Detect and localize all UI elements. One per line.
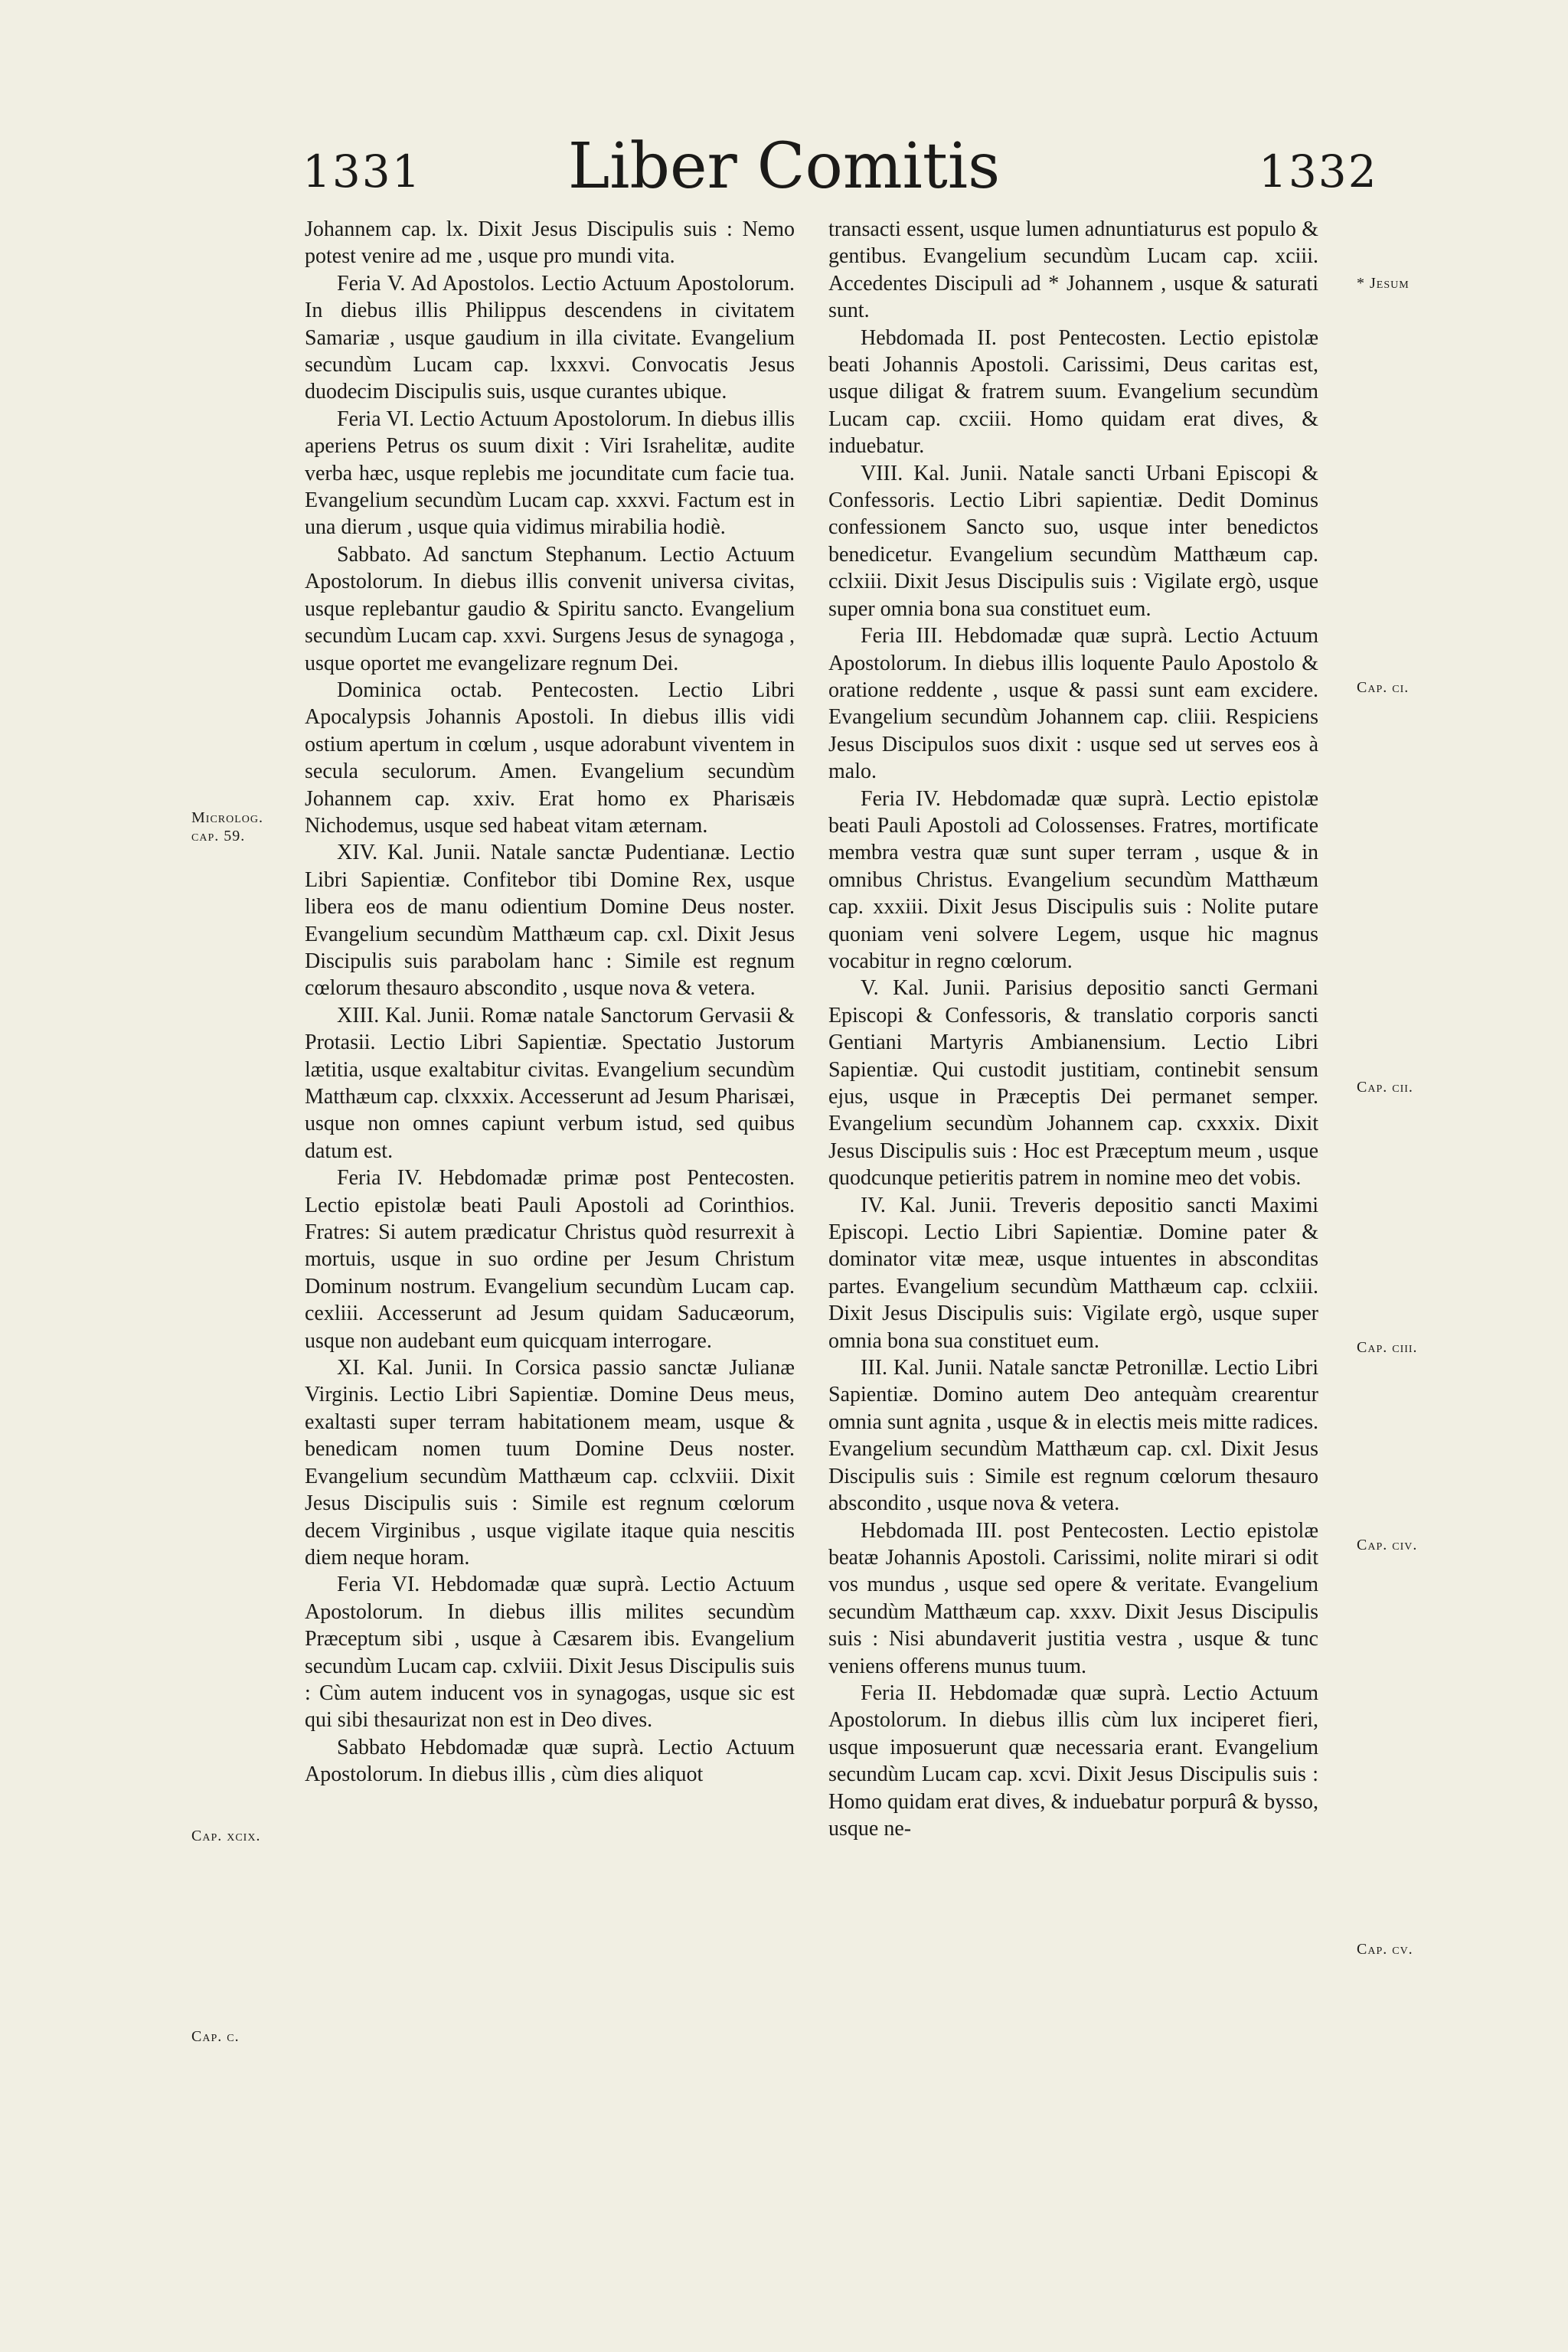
paragraph: Feria II. Hebdomadæ quæ suprà. Lectio Actuum Apostolorum. In diebus illis cùm lux inciperet fieri, usque imposuerunt quæ necessaria erant. Evangelium secundùm Lucam cap. xcvi. Dixit Jesus Discipulis suis : Homo quidam erat dives, & induebatur porpurâ & bysso, usque ne- — [828, 1681, 1318, 1841]
paragraph: XIV. Kal. Junii. Natale sanctæ Pudentianæ. Lectio Libri Sapientiæ. Confitebor tibi Domine Rex, usque libera eos de manu odientium Domine Deus noster. Evangelium secundùm Matthæum cap. cxl. Dixit Jesus Discipulis suis parabolam hanc : Simile est regnum cœlorum thesauro abscondito , usque nova & vetera. — [305, 841, 795, 1001]
paragraph: XIII. Kal. Junii. Romæ natale Sanctorum Gervasii & Protasii. Lectio Libri Sapientiæ. Spectatio Justorum lætitia, usque exaltabitur civitas. Evangelium secundùm Matthæum cap. clxxxix. Accesserunt ad Jesum Pharisæi, usque non omnes capiunt verbum istud, sed quibus datum est. — [305, 1003, 795, 1163]
paragraph: Feria VI. Hebdomadæ quæ suprà. Lectio Actuum Apostolorum. In diebus illis milites secundùm Præceptum sibi , usque à Cæsarem ibis. Evangelium secundùm Lucam cap. cxlviii. Dixit Jesus Discipulis suis : Cùm autem inducent vos in synagogas, usque sic est qui sibi thesaurizat non est in Deo dives. — [305, 1573, 795, 1733]
margin-note-left: Cap. xcix. — [191, 1828, 261, 1844]
margin-note-right: Cap. cv. — [1357, 1941, 1413, 1958]
paragraph: Feria IV. Hebdomadæ quæ suprà. Lectio epistolæ beati Pauli Apostoli ad Colossenses. Fratres, mortificate membra vestra quæ sunt super terram , usque & in omnibus Christus. Evangelium secundùm Matthæum cap. xxxiii. Dixit Jesus Discipulis suis : Nolite putare quoniam veni solvere Legem, usque hic magnus vocabitur in regno cœlorum. — [828, 786, 1318, 973]
margin-note-right: Cap. ci. — [1357, 679, 1410, 696]
margin-note-right: Cap. civ. — [1357, 1537, 1418, 1553]
margin-note-left: Microlog. cap. 59. — [191, 809, 264, 844]
paragraph: Sabbato Hebdomadæ quæ suprà. Lectio Actuum Apostolorum. In diebus illis , cùm dies aliquot — [305, 1735, 795, 1787]
paragraph: Hebdomada III. post Pentecosten. Lectio epistolæ beatæ Johannis Apostoli. Carissimi, nolite mirari si odit vos mundus , usque sed opere & veritate. Evangelium secundùm Matthæum cap. xxxv. Dixit Jesus Discipulis suis : Nisi abundaverit justitia vestra , usque & tunc veniens offerens munus tuum. — [828, 1518, 1318, 1678]
margin-note-right: * Jesum — [1357, 275, 1410, 292]
margin-note-left: Cap. c. — [191, 2028, 240, 2045]
paragraph: Feria III. Hebdomadæ quæ suprà. Lectio Actuum Apostolorum. In diebus illis loquente Paulo Apostolo & oratione reddente , usque & passi sunt eam excidere. Evangelium secundùm Johannem cap. cliii. Respiciens Jesus Discipulos suos dixit : usque sed ut serves eos à malo. — [828, 624, 1318, 784]
paragraph: IV. Kal. Junii. Treveris depositio sancti Maximi Episcopi. Lectio Libri Sapientiæ. Domine pater & dominator vitæ meæ, usque intuentes in absconditas partes. Evangelium secundùm Matthæum cap. cclxiii. Dixit Jesus Discipulis suis: Vigilate ergò, usque super omnia bona sua constituet eum. — [828, 1193, 1318, 1353]
paragraph: XI. Kal. Junii. In Corsica passio sanctæ Julianæ Virginis. Lectio Libri Sapientiæ. Domine Deus meus, exaltasti super terram habitationem meam, usque & benedicam nomen tuum Domine Deus noster. Evangelium secundùm Matthæum cap. cclxviii. Dixit Jesus Discipulis suis : Simile est regnum cœlorum decem Virginibus , usque vigilate itaque quia nescitis diem neque horam. — [305, 1356, 795, 1570]
left-column — [305, 216, 795, 1788]
paragraph: Johannem cap. lx. Dixit Jesus Discipulis suis : Nemo potest venire ad me , usque pro mundi vita. — [305, 217, 795, 269]
paragraph: transacti essent, usque lumen adnuntiaturus est populo & gentibus. Evangelium secundùm Lucam cap. xciii. Accedentes Discipuli ad * Johannem , usque & saturati sunt. — [828, 217, 1318, 323]
running-title: Liber Comitis — [567, 130, 1001, 203]
page-number-right: 1332 — [1259, 145, 1378, 198]
paragraph: Feria VI. Lectio Actuum Apostolorum. In diebus illis aperiens Petrus os suum dixit : Viri Israhelitæ, audite verba hæc, usque replebis me jocunditate cum facie tua. Evangelium secundùm Lucam cap. xxxvi. Factum est in una dierum , usque quia vidimus mirabilia hodiè. — [305, 407, 795, 540]
paragraph: V. Kal. Junii. Parisius depositio sancti Germani Episcopi & Confessoris, & translatio corporis sancti Gentiani Martyris Ambianensium. Lectio Libri Sapientiæ. Qui custodit justitiam, continebit sensum ejus, usque in Præceptis Dei permanet semper. Evangelium secundùm Johannem cap. cxxxix. Dixit Jesus Discipulis suis : Hoc est Præceptum meum , usque quodcunque petieritis patrem in nomine meo det vobis. — [828, 976, 1318, 1191]
paragraph: Dominica octab. Pentecosten. Lectio Libri Apocalypsis Johannis Apostoli. In diebus illis vidi ostium apertum in cœlum , usque adorabunt viventem in secula seculorum. Amen. Evangelium secundùm Johannem cap. xxiv. Erat homo ex Pharisæis Nichodemus, usque sed habeat vitam æternam. — [305, 678, 795, 838]
page-header — [0, 130, 1568, 207]
page-number-left: 1331 — [302, 145, 422, 198]
paragraph: Hebdomada II. post Pentecosten. Lectio epistolæ beati Johannis Apostoli. Carissimi, Deus caritas est, usque diligat & fratrem suum. Evangelium secundùm Lucam cap. cxciii. Homo quidam erat dives, & induebatur. — [828, 325, 1318, 459]
margin-note-right: Cap. ciii. — [1357, 1339, 1418, 1356]
paragraph: Sabbato. Ad sanctum Stephanum. Lectio Actuum Apostolorum. In diebus illis convenit universa civitas, usque replebantur gaudio & Spiritu sancto. Evangelium secundùm Lucam cap. xxvi. Surgens Jesus de synagoga , usque oportet me evangelizare regnum Dei. — [305, 542, 795, 675]
paragraph: III. Kal. Junii. Natale sanctæ Petronillæ. Lectio Libri Sapientiæ. Domino autem Deo antequàm crearentur omnia sunt agnita , usque & in electis meis mitte radices. Evangelium secundùm Matthæum cap. cxl. Dixit Jesus Discipulis suis : Simile est regnum cœlorum thesauro abscondito , usque nova & vetera. — [828, 1356, 1318, 1516]
right-column — [828, 216, 1318, 1842]
paragraph: Feria IV. Hebdomadæ primæ post Pentecosten. Lectio epistolæ beati Pauli Apostoli ad Corinthios. Fratres: Si autem prædicatur Christus quòd resurrexit à mortuis, usque in suo ordine per Jesum Christum Dominum nostrum. Evangelium secundùm Lucam cap. cexliii. Accesserunt ad Jesum quidam Saducæorum, usque non audebant eum quicquam interrogare. — [305, 1166, 795, 1353]
paragraph: VIII. Kal. Junii. Natale sancti Urbani Episcopi & Confessoris. Lectio Libri sapientiæ. Dedit Dominus confessionem Sancto suo, usque inter benedictos benedicetur. Evangelium secundùm Matthæum cap. cclxiii. Dixit Jesus Discipulis suis : Vigilate ergò, usque super omnia bona sua constituet eum. — [828, 461, 1318, 621]
paragraph: Feria V. Ad Apostolos. Lectio Actuum Apostolorum. In diebus illis Philippus descendens in civitatem Samariæ , usque gaudium in illa civitate. Evangelium secundùm Lucam cap. lxxxvi. Convocatis Jesus duodecim Discipulis suis, usque curantes ubique. — [305, 271, 795, 404]
margin-note-right: Cap. cii. — [1357, 1079, 1413, 1096]
